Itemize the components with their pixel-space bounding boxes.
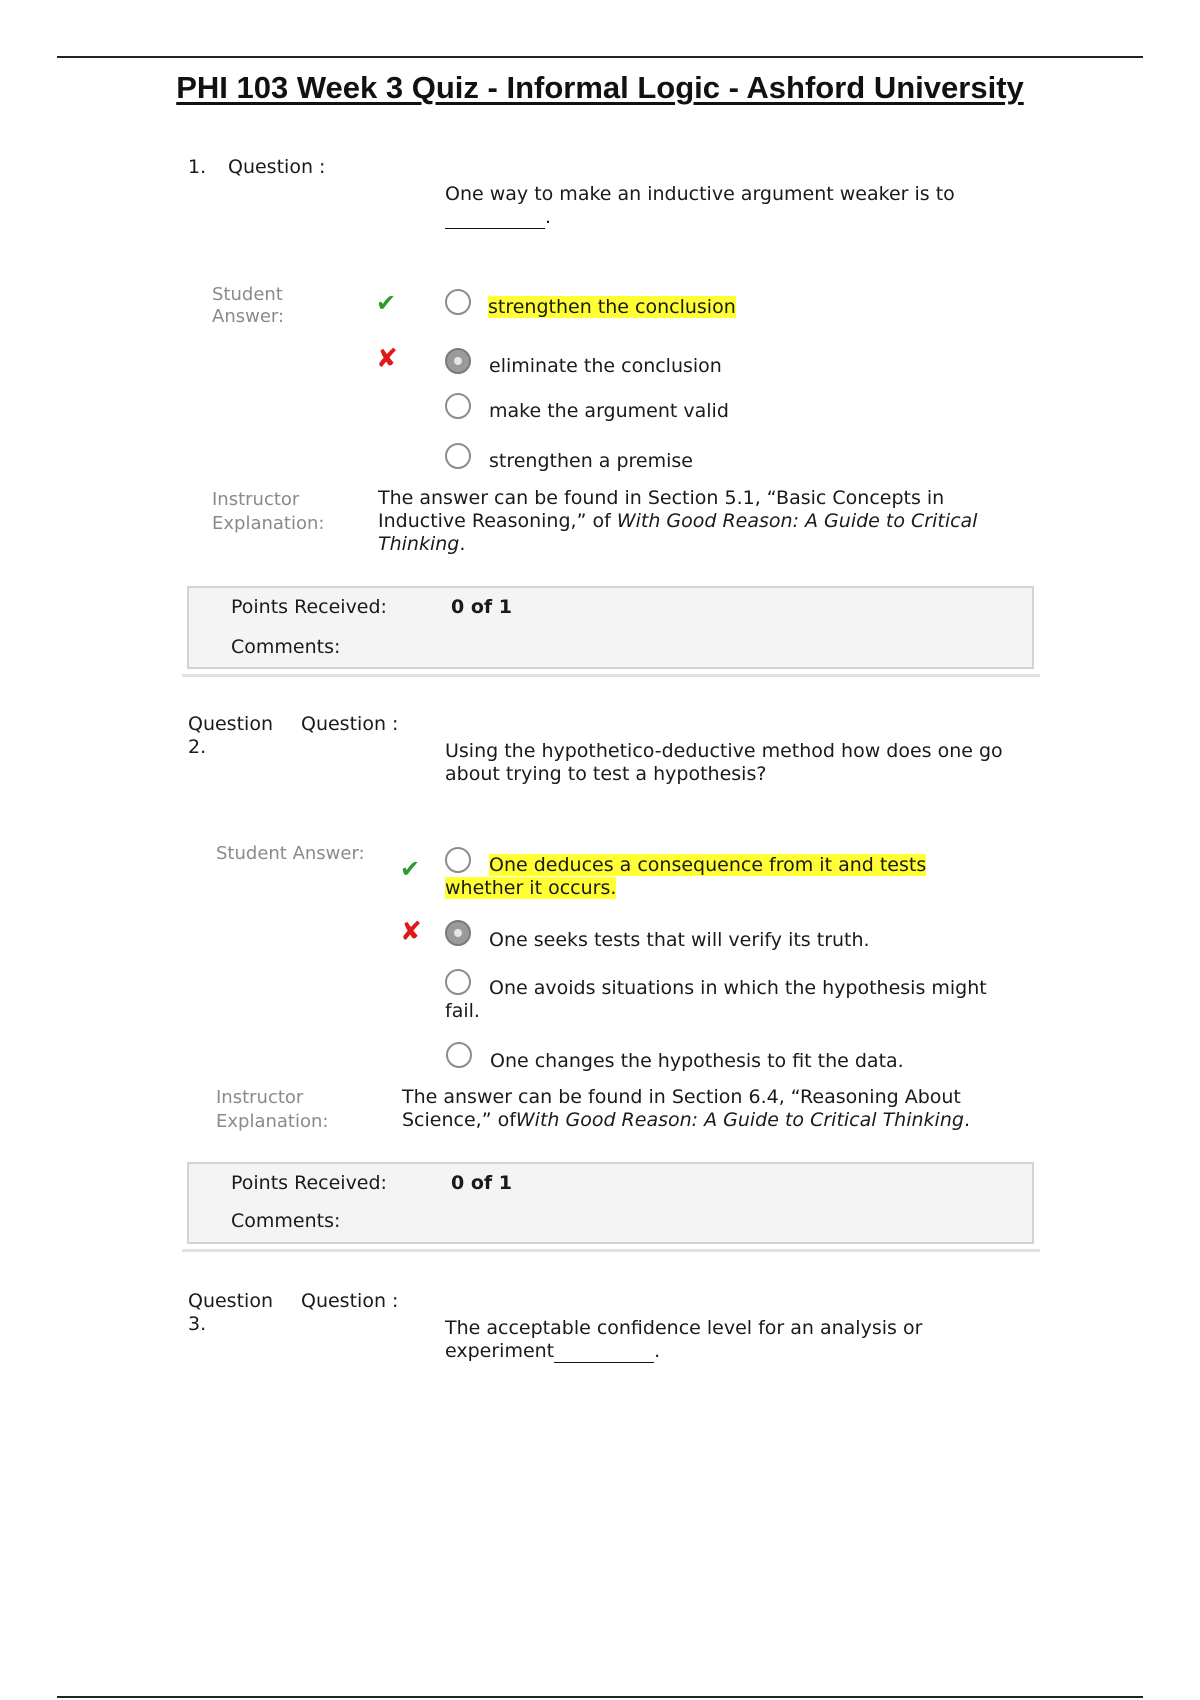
option-label: One seeks tests that will verify its truth. [489,929,870,951]
option-label: eliminate the conclusion [489,355,722,377]
points-received-value: 0 of 1 [451,596,512,618]
question-1-number: 1. [188,156,207,178]
correct-answer-highlight: One deduces a consequence from it and tests whether it occurs. [445,854,927,899]
student-answer-label: Student Answer: [216,843,365,864]
question-2-text: Using the hypothetico-deductive method how does one go about trying to test a hypothesis? [445,740,1003,785]
comments-label: Comments: [231,1210,341,1232]
explanation-text: The answer can be found in Section 5.1, “Basic Concepts in Inductive Reasoning,” of [378,487,945,532]
question-2-number: Question 2. [188,713,273,758]
cross-icon: ✘ [400,917,422,947]
book-title: With Good Reason: A Guide to Critical Thinking [515,1109,964,1131]
explanation-text: The answer can be found in Section 6.4, “Reasoning About Science,” of [402,1086,961,1131]
question-1-period: . [545,206,552,228]
option-label [488,296,736,319]
question-1-prompt: One way to make an inductive argument weaker is to [445,183,955,205]
points-received-value: 0 of 1 [451,1172,512,1194]
question-separator [182,674,1040,677]
instructor-explanation-label: Instructor Explanation: [212,489,325,534]
points-box [187,586,1034,669]
instructor-explanation [402,1086,1022,1132]
option-label: One changes the hypothesis to fit the data. [490,1050,904,1072]
bottom-rule [57,1696,1143,1698]
option-label: strengthen a premise [489,450,693,472]
option-radio[interactable] [446,1042,472,1068]
question-3-text [445,1317,1005,1363]
option-radio[interactable] [445,289,471,315]
option-label [445,854,1005,900]
explanation-end: . [963,1109,970,1131]
question-2-label: Question : [301,713,399,735]
answer-blank [445,210,545,229]
option-radio[interactable] [445,393,471,419]
question-1-text [445,183,1005,229]
student-answer-label: Student Answer: [212,284,285,327]
option-label: make the argument valid [489,400,729,422]
instructor-explanation-label: Instructor Explanation: [216,1087,329,1132]
explanation-end: . [459,533,466,555]
check-icon: ✔ [400,855,421,883]
question-1-label: Question : [228,156,326,178]
cross-icon: ✘ [376,344,398,374]
question-separator [182,1249,1040,1252]
correct-answer-highlight: strengthen the conclusion [488,296,736,318]
option-radio-selected[interactable] [445,348,471,374]
option-label: One avoids situations in which the hypothesis might fail. [445,977,987,1022]
question-3-prompt: The acceptable confidence level for an analysis or experiment [445,1317,923,1362]
check-icon: ✔ [376,289,397,317]
answer-blank [554,1344,654,1363]
top-rule [57,56,1143,58]
question-3-period: . [654,1340,661,1362]
points-box [187,1162,1034,1244]
page-title: PHI 103 Week 3 Quiz - Informal Logic - Ashford University [176,70,1024,105]
question-3-number: Question 3. [188,1290,273,1335]
question-3-label: Question : [301,1290,399,1312]
comments-label: Comments: [231,636,341,658]
option-radio[interactable] [445,443,471,469]
points-received-label: Points Received: [231,1172,387,1194]
option-radio-selected[interactable] [445,920,471,946]
points-received-label: Points Received: [231,596,387,618]
book-title: With Good Reason: A Guide to Critical Thinking [378,510,978,555]
instructor-explanation [378,487,1018,556]
